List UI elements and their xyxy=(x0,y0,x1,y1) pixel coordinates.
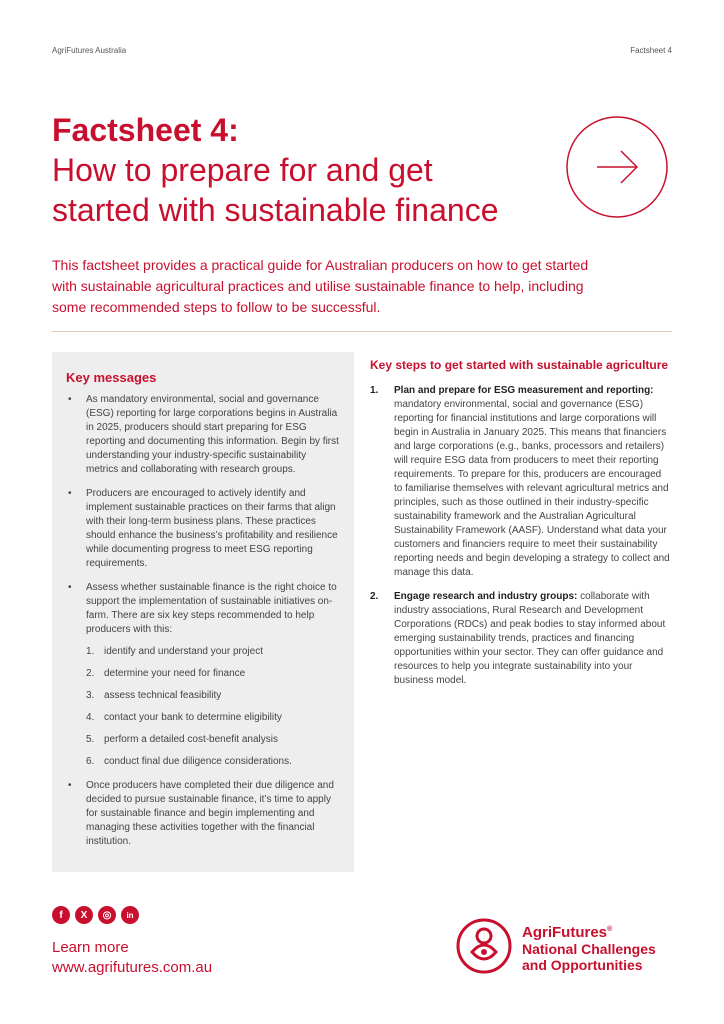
intro-text: This factsheet provides a practical guide for Australian producers on how to get started with sustainable agricultural practices and utilise sustainable finance to help, including some recommended steps to follow to be successful. xyxy=(52,257,589,315)
section-divider xyxy=(52,331,672,332)
key-messages-list xyxy=(66,393,340,849)
six-steps-list xyxy=(86,645,340,769)
logo-text xyxy=(522,922,656,973)
key-message-2: • Producers are encouraged to actively identify and implement sustainable practices on their farms that align with their long-term business plans. These practices should enhance the business’s profitability and resilience while documenting progress to meet ESG reporting requirements. xyxy=(66,487,340,571)
key-message-4: • Once producers have completed their due diligence and decided to pursue sustainable finance, it’s time to apply for sustainable finance and begin implementing and managing these activities together with the financial institution. xyxy=(66,779,340,849)
agrifutures-logo xyxy=(456,918,676,974)
logo-line-1: National Challenges xyxy=(522,941,656,957)
key-step-1: 1. Plan and prepare for ESG measurement and reporting: mandatory environmental, social and governance (ESG) reporting for financial institutions and large corporations will begin in Australia in January 2025. This means that financiers and large corporations (e.g., banks, processors and retailers) will require ESG data from producers to meet their reporting requirements. To prepare for this, producers are encouraged to familiarise themselves with relevant agricultural metrics and principles, such as those outlined in their industry-specific sustainability framework and the Australian Agricultural Sustainability Framework (AASF). Understand what data your customers and financiers require to meet their sustainability reporting needs and begin developing a strategy to collect and manage this data. xyxy=(370,385,670,578)
key-steps-list xyxy=(370,384,670,688)
step-2: 2. determine your need for finance xyxy=(86,668,246,679)
step-5: 5. perform a detailed cost-benefit analysis xyxy=(86,734,278,745)
page-title xyxy=(52,110,572,230)
social-links xyxy=(52,906,139,924)
key-messages-heading: Key messages xyxy=(66,370,157,385)
x-icon[interactable]: X xyxy=(75,906,93,924)
key-steps-section xyxy=(370,358,670,698)
instagram-icon[interactable]: ◎ xyxy=(98,906,116,924)
key-step-2: 2. Engage research and industry groups: collaborate with industry associations, Rural Research and Development Corporations (RDCs) and peak bodies to stay informed about emerging sustainability trends, practices and financing opportunities within your sector. They can offer guidance and resources to help you integrate sustainability into your business model. xyxy=(370,591,666,686)
website-link[interactable]: www.agrifutures.com.au xyxy=(52,959,213,976)
title-line-3: started with sustainable finance xyxy=(52,192,499,228)
facebook-icon[interactable]: f xyxy=(52,906,70,924)
key-messages-panel xyxy=(52,352,354,872)
title-line-2: How to prepare for and get xyxy=(52,152,433,188)
logo-line-2: and Opportunities xyxy=(522,957,643,973)
learn-more-block xyxy=(52,938,212,978)
arrow-right-icon xyxy=(565,115,669,219)
key-steps-heading: Key steps to get started with sustainable agriculture xyxy=(370,358,669,372)
key-message-3: • Assess whether sustainable finance is the right choice to support the implementation of sustainable initiatives on-farm. There are six key steps recommended to help producers with this: 1. identify and understand your project 2. determine your need for finance 3. assess technical feasibility 4. contact your bank to determine eligibility 5. perform a detailed cost-benefit analysis 6. conduct final due diligence considerations. xyxy=(66,581,340,769)
step-1: 1. identify and understand your project xyxy=(86,646,263,657)
key-message-1: • As mandatory environmental, social and governance (ESG) reporting for large corporations begins in Australia in 2025, producers should start preparing for ESG reporting and documenting this information. Begin by first understanding your industry-specific sustainability metrics and collaborating with research groups. xyxy=(66,393,340,477)
learn-more-label: Learn more xyxy=(52,939,129,956)
header-label: Factsheet 4 xyxy=(630,46,672,55)
step-3: 3. assess technical feasibility xyxy=(86,690,222,701)
linkedin-icon[interactable]: in xyxy=(121,906,139,924)
logo-brand: AgriFutures xyxy=(522,924,608,941)
agrifutures-logo-mark-icon xyxy=(456,918,512,974)
step-4: 4. contact your bank to determine eligibility xyxy=(86,712,282,723)
step-6: 6. conduct final due diligence considerations. xyxy=(86,756,292,767)
logo-registered: ® xyxy=(607,926,613,933)
title-line-1: Factsheet 4: xyxy=(52,112,239,148)
header-org: AgriFutures Australia xyxy=(52,46,127,55)
